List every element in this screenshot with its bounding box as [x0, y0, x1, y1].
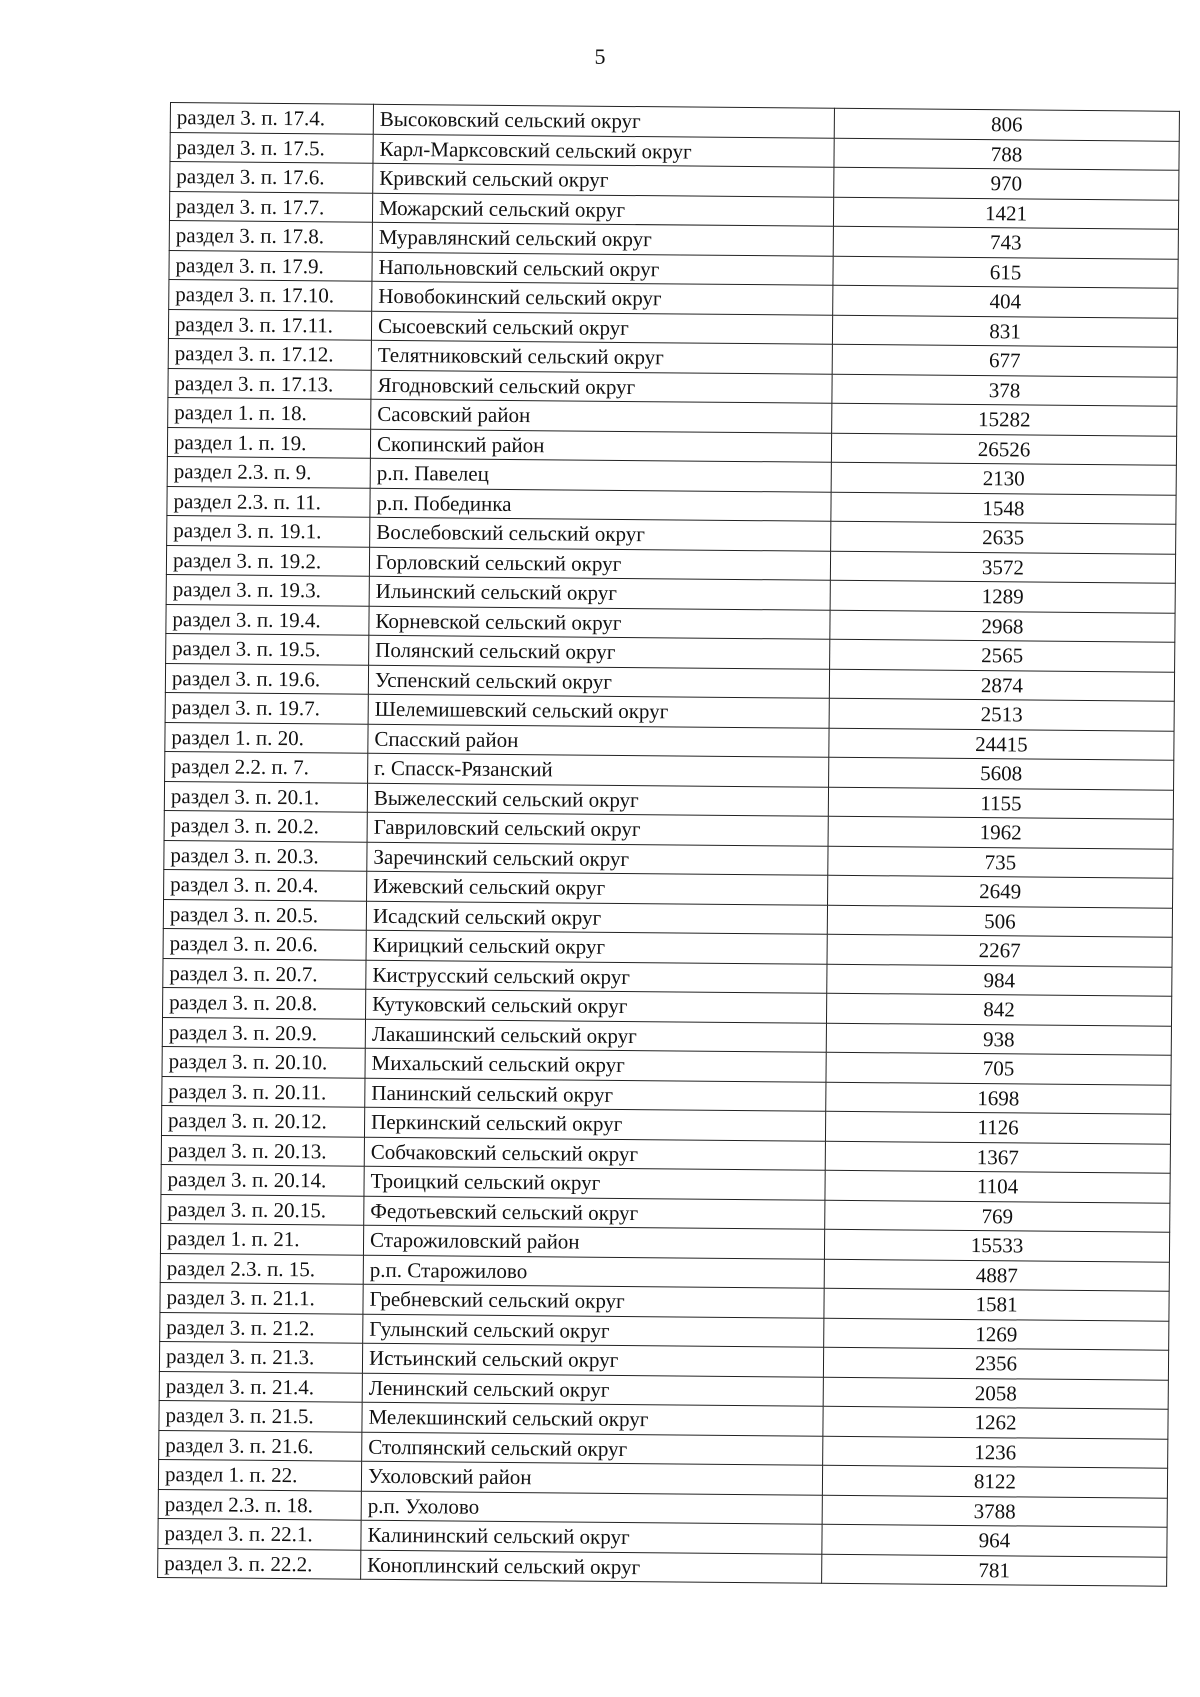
territory-name-cell: Перкинский сельский округ — [364, 1107, 825, 1141]
territory-name-cell: Ягодновский сельский округ — [371, 370, 832, 404]
territory-name-cell: Телятниковский сельский округ — [371, 340, 832, 374]
reference-cell: раздел 3. п. 17.7. — [169, 191, 372, 222]
territory-name-cell: Гребневский сельский округ — [363, 1284, 824, 1318]
reference-cell: раздел 2.2. п. 7. — [165, 751, 368, 782]
reference-cell: раздел 2.3. п. 11. — [167, 486, 370, 517]
reference-cell: раздел 3. п. 19.7. — [165, 692, 368, 723]
territory-name-cell: Напольновский сельский округ — [372, 252, 833, 286]
territory-name-cell: Можарский сельский округ — [372, 193, 833, 227]
value-cell: 1581 — [824, 1288, 1169, 1321]
value-cell: 3572 — [830, 551, 1175, 584]
value-cell: 5608 — [829, 757, 1174, 790]
reference-cell: раздел 3. п. 20.3. — [164, 840, 367, 871]
table-body — [158, 103, 1180, 1587]
data-table — [157, 102, 1180, 1587]
territory-name-cell: Лакашинский сельский округ — [365, 1019, 826, 1053]
reference-cell: раздел 3. п. 17.8. — [169, 220, 372, 251]
value-cell: 1698 — [826, 1082, 1171, 1115]
territory-name-cell: Столпянский сельский округ — [362, 1432, 823, 1466]
reference-cell: раздел 3. п. 19.1. — [167, 515, 370, 546]
reference-cell: раздел 3. п. 22.2. — [158, 1548, 361, 1579]
value-cell: 2130 — [831, 462, 1176, 495]
reference-cell: раздел 3. п. 20.13. — [161, 1135, 364, 1166]
territory-name-cell: Сысоевский сельский округ — [371, 311, 832, 345]
reference-cell: раздел 3. п. 21.6. — [159, 1430, 362, 1461]
value-cell: 2356 — [823, 1347, 1168, 1380]
reference-cell: раздел 3. п. 19.6. — [165, 663, 368, 694]
territory-name-cell: Старожиловский район — [363, 1225, 824, 1259]
territory-name-cell: г. Спасск-Рязанский — [368, 753, 829, 787]
reference-cell: раздел 3. п. 17.4. — [170, 103, 373, 134]
value-cell: 378 — [832, 374, 1177, 407]
reference-cell: раздел 3. п. 19.2. — [166, 545, 369, 576]
reference-cell: раздел 3. п. 17.5. — [170, 132, 373, 163]
reference-cell: раздел 1. п. 22. — [158, 1459, 361, 1490]
value-cell: 831 — [832, 315, 1177, 348]
territory-name-cell: Ленинский сельский округ — [362, 1373, 823, 1407]
territory-name-cell: Кутуковский сельский округ — [366, 989, 827, 1023]
reference-cell: раздел 3. п. 20.5. — [163, 899, 366, 930]
reference-cell: раздел 1. п. 21. — [160, 1223, 363, 1254]
value-cell: 705 — [826, 1052, 1171, 1085]
territory-name-cell: Кирицкий сельский округ — [366, 930, 827, 964]
territory-name-cell: Собчаковский сельский округ — [364, 1137, 825, 1171]
territory-name-cell: Истьинский сельский округ — [362, 1343, 823, 1377]
reference-cell: раздел 3. п. 21.5. — [159, 1400, 362, 1431]
territory-name-cell: Ижевский сельский округ — [367, 871, 828, 905]
reference-cell: раздел 3. п. 20.10. — [162, 1046, 365, 1077]
reference-cell: раздел 1. п. 18. — [168, 397, 371, 428]
reference-cell: раздел 3. п. 20.9. — [162, 1017, 365, 1048]
reference-cell: раздел 3. п. 21.2. — [160, 1312, 363, 1343]
value-cell: 806 — [834, 108, 1179, 141]
reference-cell: раздел 3. п. 20.4. — [164, 869, 367, 900]
territory-name-cell: Корневской сельский округ — [369, 606, 830, 640]
value-cell: 26526 — [831, 433, 1176, 466]
value-cell: 677 — [832, 344, 1177, 377]
value-cell: 781 — [822, 1554, 1167, 1587]
value-cell: 2565 — [830, 639, 1175, 672]
territory-name-cell: Гавриловский сельский округ — [367, 812, 828, 846]
reference-cell: раздел 3. п. 19.5. — [166, 633, 369, 664]
territory-name-cell: р.п. Побединка — [370, 488, 831, 522]
territory-name-cell: Сасовский район — [371, 399, 832, 433]
territory-name-cell: Ухоловский район — [361, 1461, 822, 1495]
reference-cell: раздел 3. п. 17.6. — [170, 162, 373, 193]
territory-name-cell: Горловский сельский округ — [369, 547, 830, 581]
value-cell: 15533 — [824, 1229, 1169, 1262]
value-cell: 8122 — [822, 1465, 1167, 1498]
value-cell: 2874 — [829, 669, 1174, 702]
territory-name-cell: Панинский сельский округ — [365, 1078, 826, 1112]
territory-name-cell: Высоковский сельский округ — [373, 104, 834, 138]
reference-cell: раздел 3. п. 21.3. — [159, 1341, 362, 1372]
territory-name-cell: Калининский сельский округ — [361, 1520, 822, 1554]
reference-cell: раздел 3. п. 20.12. — [161, 1105, 364, 1136]
territory-name-cell: Ильинский сельский округ — [369, 576, 830, 610]
reference-cell: раздел 3. п. 21.1. — [160, 1282, 363, 1313]
value-cell: 964 — [822, 1524, 1167, 1557]
territory-name-cell: Мелекшинский сельский округ — [362, 1402, 823, 1436]
value-cell: 842 — [826, 993, 1171, 1026]
reference-cell: раздел 1. п. 19. — [167, 427, 370, 458]
reference-cell: раздел 3. п. 20.8. — [163, 987, 366, 1018]
value-cell: 788 — [834, 138, 1179, 171]
value-cell: 735 — [828, 846, 1173, 879]
reference-cell: раздел 3. п. 20.2. — [164, 810, 367, 841]
territory-name-cell: Новобокинский сельский округ — [372, 281, 833, 315]
value-cell: 1262 — [823, 1406, 1168, 1439]
value-cell: 615 — [833, 256, 1178, 289]
territory-name-cell: Муравлянский сельский округ — [372, 222, 833, 256]
value-cell: 984 — [827, 964, 1172, 997]
territory-name-cell: Заречинский сельский округ — [367, 842, 828, 876]
reference-cell: раздел 2.3. п. 18. — [158, 1489, 361, 1520]
reference-cell: раздел 3. п. 19.3. — [166, 574, 369, 605]
reference-cell: раздел 3. п. 20.6. — [163, 928, 366, 959]
value-cell: 3788 — [822, 1495, 1167, 1528]
territory-name-cell: Троицкий сельский округ — [364, 1166, 825, 1200]
value-cell: 2267 — [827, 934, 1172, 967]
value-cell: 1962 — [828, 816, 1173, 849]
value-cell: 1367 — [825, 1141, 1170, 1174]
territory-name-cell: р.п. Старожилово — [363, 1255, 824, 1289]
reference-cell: раздел 3. п. 20.15. — [161, 1194, 364, 1225]
value-cell: 1126 — [825, 1111, 1170, 1144]
value-cell: 2649 — [828, 875, 1173, 908]
territory-name-cell: Скопинский район — [370, 429, 831, 463]
territory-name-cell: Вослебовский сельский округ — [370, 517, 831, 551]
territory-name-cell: Шелемишевский сельский округ — [368, 694, 829, 728]
reference-cell: раздел 3. п. 19.4. — [166, 604, 369, 635]
reference-cell: раздел 3. п. 20.11. — [162, 1076, 365, 1107]
territory-name-cell: Коноплинский сельский округ — [361, 1550, 822, 1584]
reference-cell: раздел 2.3. п. 15. — [160, 1253, 363, 1284]
reference-cell: раздел 2.3. п. 9. — [167, 456, 370, 487]
reference-cell: раздел 3. п. 17.11. — [168, 309, 371, 340]
reference-cell: раздел 3. п. 17.9. — [169, 250, 372, 281]
value-cell: 743 — [833, 226, 1178, 259]
reference-cell: раздел 3. п. 20.14. — [161, 1164, 364, 1195]
territory-name-cell: Успенский сельский округ — [368, 665, 829, 699]
reference-cell: раздел 1. п. 20. — [165, 722, 368, 753]
value-cell: 769 — [825, 1200, 1170, 1233]
territory-name-cell: Выжелесский сельский округ — [367, 783, 828, 817]
reference-cell: раздел 3. п. 22.1. — [158, 1518, 361, 1549]
reference-cell: раздел 3. п. 17.12. — [168, 338, 371, 369]
territory-name-cell: Киструсский сельский округ — [366, 960, 827, 994]
value-cell: 24415 — [829, 728, 1174, 761]
reference-cell: раздел 3. п. 21.4. — [159, 1371, 362, 1402]
value-cell: 2513 — [829, 698, 1174, 731]
value-cell: 970 — [834, 167, 1179, 200]
value-cell: 404 — [833, 285, 1178, 318]
reference-cell: раздел 3. п. 17.10. — [169, 279, 372, 310]
value-cell: 1155 — [828, 787, 1173, 820]
value-cell: 2635 — [831, 521, 1176, 554]
value-cell: 938 — [826, 1023, 1171, 1056]
territory-name-cell: Михальский сельский округ — [365, 1048, 826, 1082]
value-cell: 2968 — [830, 610, 1175, 643]
territory-name-cell: Федотьевский сельский округ — [364, 1196, 825, 1230]
reference-cell: раздел 3. п. 20.1. — [164, 781, 367, 812]
territory-name-cell: р.п. Павелец — [370, 458, 831, 492]
territory-name-cell: Гулынский сельский округ — [363, 1314, 824, 1348]
value-cell: 1421 — [833, 197, 1178, 230]
value-cell: 15282 — [832, 403, 1177, 436]
value-cell: 1548 — [831, 492, 1176, 525]
value-cell: 4887 — [824, 1259, 1169, 1292]
territory-name-cell: Исадский сельский округ — [366, 901, 827, 935]
reference-cell: раздел 3. п. 20.7. — [163, 958, 366, 989]
value-cell: 2058 — [823, 1377, 1168, 1410]
territory-name-cell: Спасский район — [368, 724, 829, 758]
value-cell: 1236 — [823, 1436, 1168, 1469]
territory-name-cell: р.п. Ухолово — [361, 1491, 822, 1525]
value-cell: 1269 — [824, 1318, 1169, 1351]
territory-name-cell: Полянский сельский округ — [369, 635, 830, 669]
territory-name-cell: Карл-Марксовский сельский округ — [373, 134, 834, 168]
value-cell: 506 — [827, 905, 1172, 938]
value-cell: 1289 — [830, 580, 1175, 613]
territory-name-cell: Кривский сельский округ — [373, 163, 834, 197]
value-cell: 1104 — [825, 1170, 1170, 1203]
reference-cell: раздел 3. п. 17.13. — [168, 368, 371, 399]
page-number: 5 — [594, 44, 606, 69]
